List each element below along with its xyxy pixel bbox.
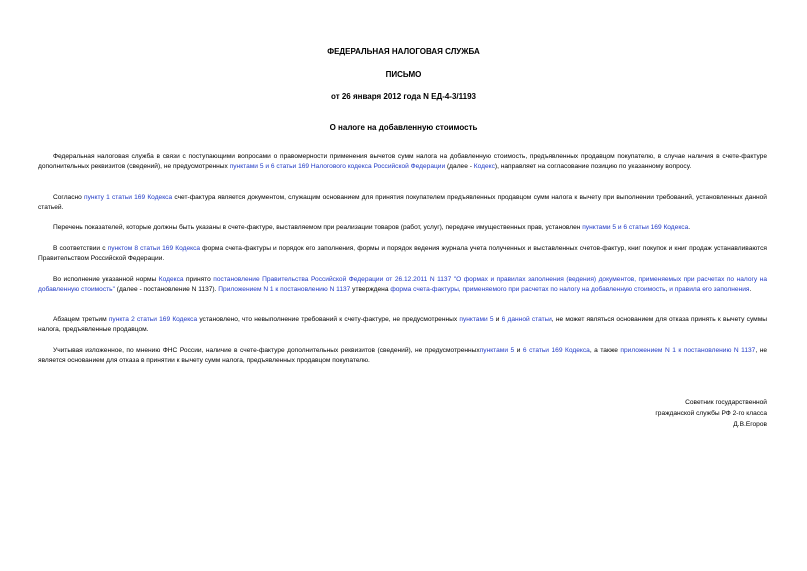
subject-heading: О налоге на добавленную стоимость: [329, 123, 478, 132]
link-annex-1-b[interactable]: приложением N 1 к постановлению N 1137: [620, 347, 756, 354]
link-annex-1[interactable]: Приложением N 1 к постановлению N 1137: [218, 286, 351, 294]
paragraph-2: Согласно пункту 1 статьи 169 Кодекса счет-фактура является документом, служащим основанием для принятия покупателем предъявленных продавцом сумм налога к вычету при выполнении требований, установленных данной статьей.: [38, 194, 767, 212]
link-p5[interactable]: пунктами 5: [459, 316, 494, 323]
paragraph-1: Федеральная налоговая служба в связи с поступающими вопросами о правомерности применения вычетов сумм налога на добавленную стоимость, предъявленных продавцом покупателю, в случае наличия в счете-фактуре дополнительных реквизитов (сведений), не предусмотренных пунктами 5 и 6 статьи 169 Налогового кодекса Российской Федерации (далее - Кодекс), направляет на согласование позицию по указанному вопросу.: [38, 153, 767, 171]
link-code-2[interactable]: Кодекса: [158, 276, 184, 283]
link-p6-art169-code[interactable]: 6 статьи 169 Кодекса: [522, 347, 590, 354]
link-fill-rules[interactable]: и правила его заполнения: [669, 286, 750, 294]
signature-block: [655, 397, 767, 430]
link-tax-code-articles[interactable]: пунктами 5 и 6 статьи 169 Налогового кодекса Российской Федерации: [229, 163, 446, 171]
date-number-heading: от 26 января 2012 года N ЕД-4-3/1193: [331, 92, 476, 101]
signature-position-line2: гражданской службы РФ 2-го класса: [655, 410, 767, 417]
link-p2-art169[interactable]: пункта 2 статьи 169 Кодекса: [108, 316, 198, 323]
link-p5-b[interactable]: пунктами 5: [479, 347, 515, 354]
link-p5-6-art169[interactable]: пунктами 5 и 6 статьи 169 Кодекса: [582, 224, 689, 231]
link-p1-art169[interactable]: пункту 1 статьи 169 Кодекса: [84, 194, 173, 201]
signature-position-line1: Советник государственной: [685, 399, 767, 406]
link-resolution-1137[interactable]: постановление Правительства Российской Федерации от 26.12.2011 N 1137 "О формах и правилах заполнения (ведения) документов, применяемых при расчетах по налогу на добавленную стоимость": [38, 276, 767, 294]
agency-heading: ФЕДЕРАЛЬНАЯ НАЛОГОВАЯ СЛУЖБА: [327, 47, 480, 56]
paragraph-4: В соответствии с пунктом 8 статьи 169 Кодекса форма счета-фактуры и порядок его заполнения, формы и порядок ведения журнала учета полученных и выставленных счетов-фактур, книг покупок и книг продаж устанавливаются Правительством Российской Федерации.: [38, 245, 767, 263]
paragraph-5: Во исполнение указанной нормы Кодекса принято постановление Правительства Российской Федерации от 26.12.2011 N 1137 "О формах и правилах заполнения (ведения) документов, применяемых при расчетах по налогу на добавленную стоимость" (далее - постановление N 1137). Приложением N 1 к постановлению N 1137 утверждена форма счета-фактуры, применяемого при расчетах по налогу на добавленную стоимость, и правила его заполнения.: [38, 276, 767, 294]
paragraph-3: Перечень показателей, которые должны быть указаны в счете-фактуре, выставляемом при реализации товаров (работ, услуг), передаче имущественных прав, установлен пунктами 5 и 6 статьи 169 Кодекса.: [53, 224, 691, 231]
signature-name: Д.В.Егоров: [733, 421, 767, 428]
link-p6-this-article[interactable]: 6 данной статьи: [501, 316, 552, 323]
paragraph-7: Учитывая изложенное, по мнению ФНС России, наличие в счете-фактуре дополнительных реквизитов (сведений), не предусмотренныхпунктами 5 и 6 статьи 169 Кодекса, а также приложением N 1 к постановлению N 1137, не является основанием для отказа в принятии к вычету сумм налога, предъявленных продавцом покупателю.: [38, 347, 768, 365]
paragraph-6: Абзацем третьим пункта 2 статьи 169 Кодекса установлено, что невыполнение требований к счету-фактуре, не предусмотренных пунктами 5 и 6 данной статьи, не может являться основанием для отказа принять к вычету суммы налога, предъявленные продавцом.: [38, 316, 767, 334]
document-type-heading: ПИСЬМО: [385, 70, 422, 79]
link-invoice-form[interactable]: форма счета-фактуры, применяемого при расчетах по налогу на добавленную стоимость: [390, 286, 666, 294]
link-p8-art169[interactable]: пунктом 8 статьи 169 Кодекса: [107, 245, 201, 252]
link-code[interactable]: Кодекс: [473, 163, 495, 171]
